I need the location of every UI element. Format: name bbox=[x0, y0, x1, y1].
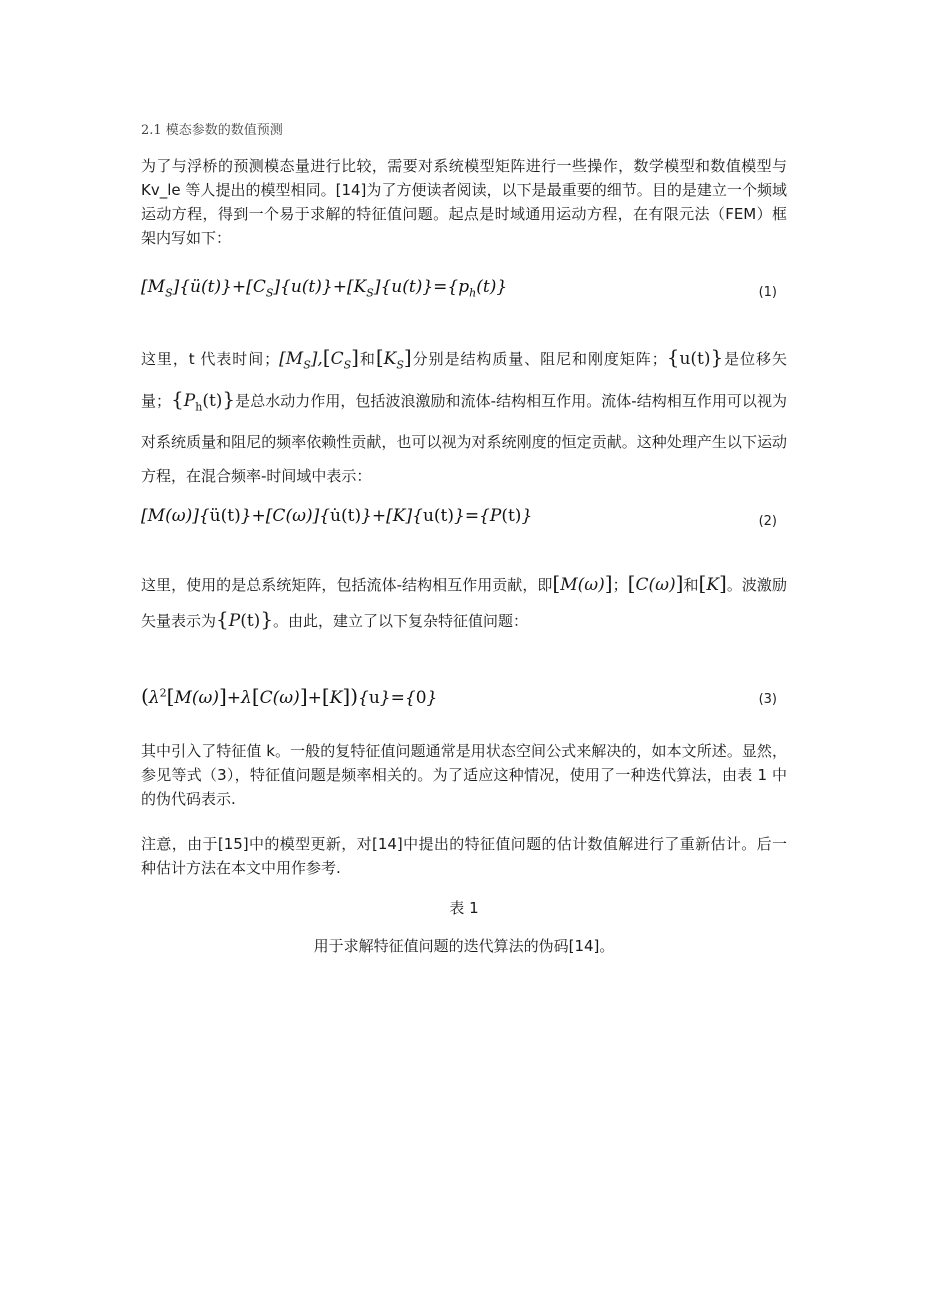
inline-m-omega: [M(ω)] bbox=[552, 571, 613, 595]
paragraph-intro: 为了与浮桥的预测模态量进行比较，需要对系统模型矩阵进行一些操作，数学模型和数值模型与 Kv_le 等人提出的模型相同。[14]为了方便读者阅读，以下是最重要的细节。目的是建立一个频域运动方程，得到一个易于求解的特征值问题。起点是时域通用运动方程，在有限元法（FEM）框架内写如下： bbox=[141, 157, 787, 247]
table-label: 表 1 bbox=[449, 899, 479, 917]
equation-2 bbox=[141, 506, 787, 536]
paragraph-definitions-text-2: 分别是结构质量、阻尼和刚度矩阵； bbox=[411, 350, 667, 368]
paragraph-definitions-text-4: 是总水动力作用，包括波浪激励和流体-结构相互作用。流体-结构相互作用可以视为对系统质量和阻尼的频率依赖性贡献，也可以视为对系统刚度的恒定贡献。这种处理产生以下运动方程，在混合频率-时间域中表示： bbox=[141, 392, 787, 485]
paragraph-system-sep: ； bbox=[612, 576, 628, 594]
equation-3-number: (3) bbox=[758, 692, 777, 707]
inline-p: {P(t)} bbox=[216, 607, 274, 631]
table-caption: 用于求解特征值问题的迭代算法的伪码[14]。 bbox=[313, 937, 615, 955]
paragraph-definitions-and: 和 bbox=[358, 350, 376, 368]
equation-3-math: $(\lambda^2[M(\omega)]+\lambda[C(\omega)]+[K])\{u\}=\{0\}$ bbox=[141, 684, 438, 708]
equation-1 bbox=[141, 277, 787, 307]
paragraph-system-matrices bbox=[141, 566, 787, 638]
paragraph-system-and: 和 bbox=[683, 576, 699, 594]
paragraph-system-text-2: 。波激励矢量表示为 bbox=[141, 576, 787, 630]
paragraph-eigenvalue: 其中引入了特征值 k。一般的复特征值问题通常是用状态空间公式来解决的，如本文所述。显然，参见等式（3），特征值问题是频率相关的。为了适应这种情况，使用了一种迭代算法，由表 1 中的伪代码表示. bbox=[141, 742, 787, 808]
inline-ms-cs: $[M_S],[C_S]$ bbox=[279, 345, 359, 372]
inline-ks: $[K_S]$ bbox=[375, 345, 412, 372]
paragraph-note: 注意，由于[15]中的模型更新，对[14]中提出的特征值问题的估计数值解进行了重新估计。后一种估计方法在本文中用作参考. bbox=[141, 835, 787, 877]
paragraph-system-text-3: 。由此，建立了以下复杂特征值问题： bbox=[273, 612, 529, 630]
equation-2-number: (2) bbox=[758, 514, 777, 529]
inline-c-omega: [C(ω)] bbox=[627, 571, 684, 595]
inline-ph: $\{P_h(t)\}$ bbox=[171, 387, 236, 414]
paragraph-definitions bbox=[141, 340, 787, 493]
paragraph-definitions-text-1: 这里，t 代表时间； bbox=[141, 350, 280, 368]
section-heading: 2.1 模态参数的数值预测 bbox=[141, 123, 283, 138]
equation-3 bbox=[141, 684, 787, 714]
equation-1-number: (1) bbox=[758, 285, 777, 300]
equation-2-math: [M(ω)]{ü(t)}+[C(ω)]{u̇(t)}+[K]{u(t)}={P(t)} bbox=[141, 506, 533, 526]
paragraph-system-text-1: 这里，使用的是总系统矩阵，包括流体-结构相互作用贡献，即 bbox=[141, 576, 553, 594]
equation-1-math: $[M_S]\{ü(t)\}+[C_S]\{u(t)\}+[K_S]\{u(t)\}=\{p_h(t)\}$ bbox=[141, 277, 508, 300]
inline-u: {u(t)} bbox=[666, 345, 724, 369]
inline-k: [K] bbox=[698, 571, 727, 595]
paragraph-definitions-text-3: 是位移矢量； bbox=[141, 350, 787, 411]
